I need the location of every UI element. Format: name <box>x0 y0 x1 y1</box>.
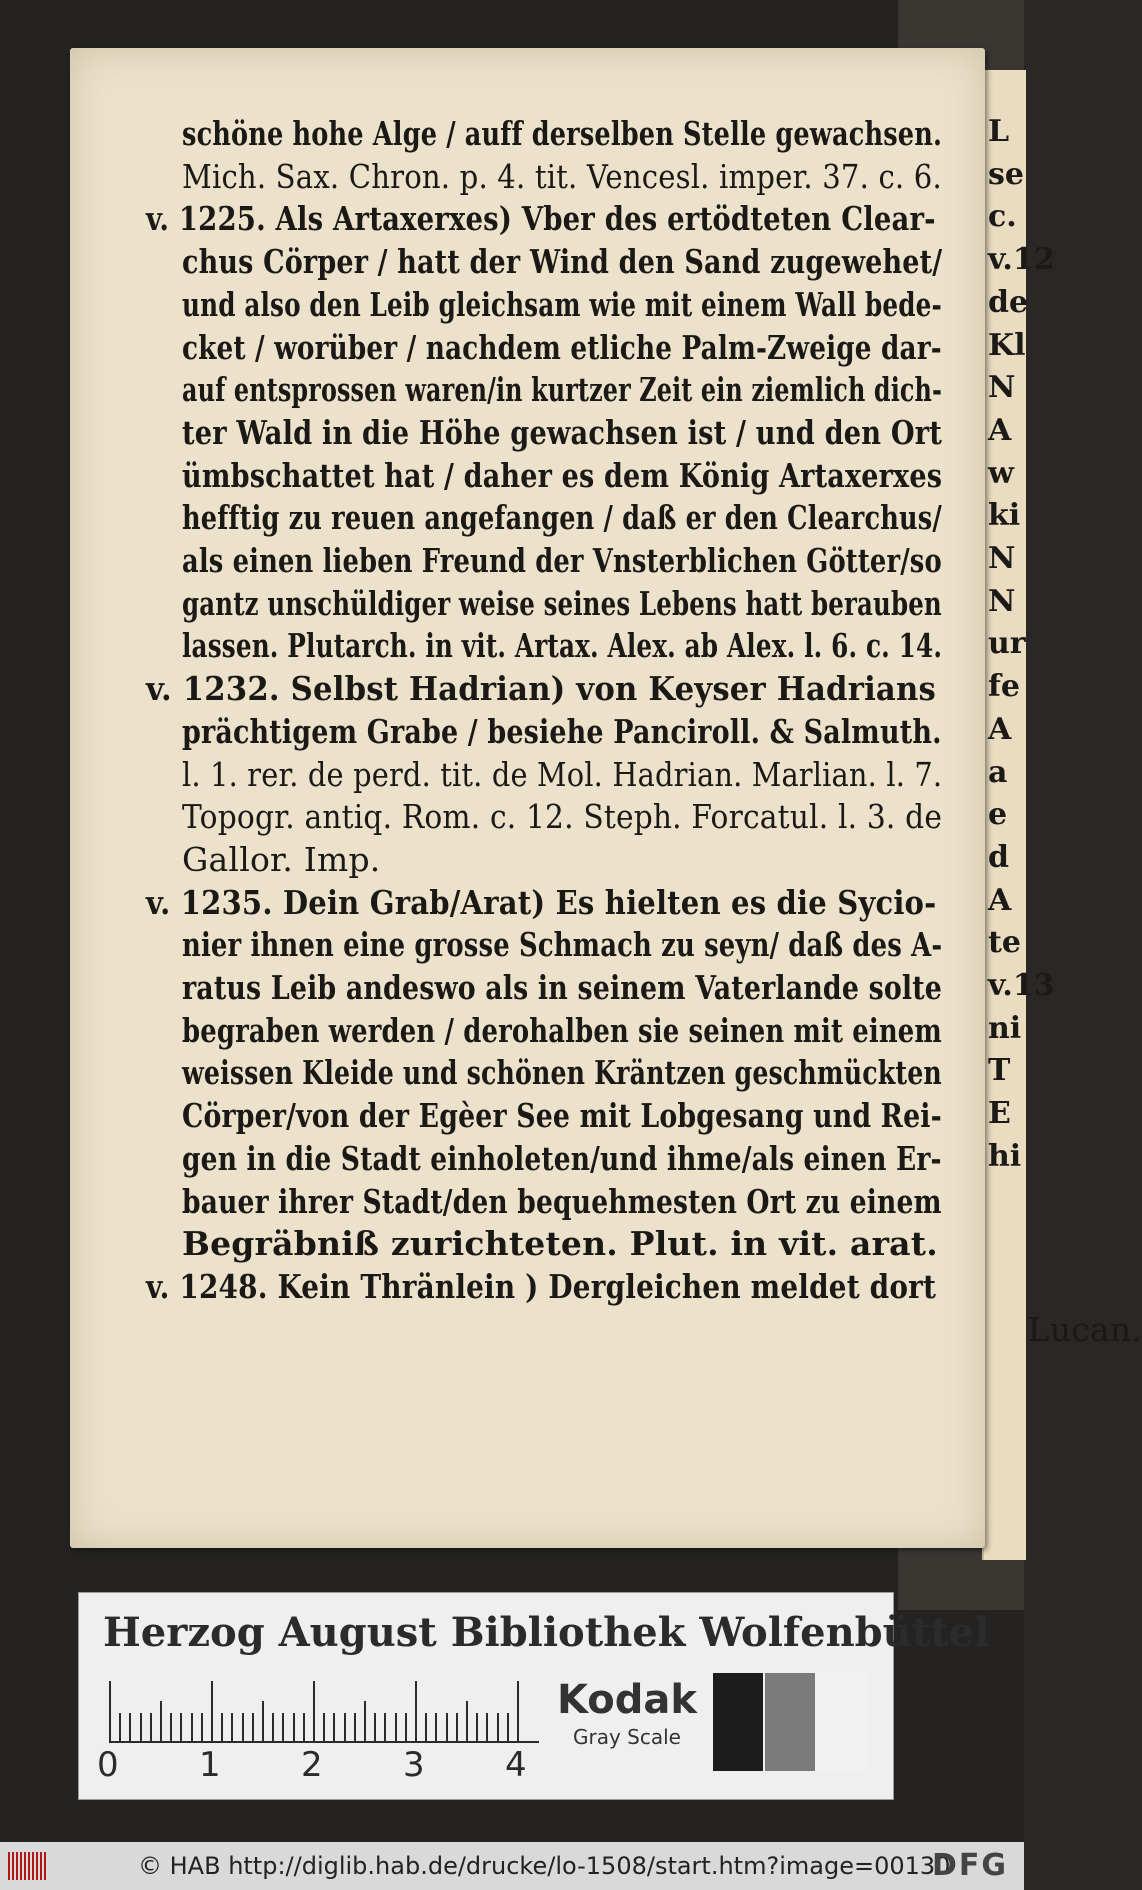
next-page-fragment: te <box>988 925 1021 961</box>
ruler-number: 4 <box>505 1745 527 1785</box>
text-line: l. 1. rer. de perd. tit. de Mol. Hadrian. Marlian. l. 7. <box>182 754 943 794</box>
next-page-fragment: fe <box>988 669 1020 705</box>
next-page-edge <box>982 70 1055 1560</box>
next-page-fragment: E <box>988 1096 1011 1132</box>
text-line: Cörper/von der Egèer See mit Lobgesang und Rei- <box>182 1096 942 1136</box>
next-page-fragment: de <box>988 284 1029 320</box>
ruler <box>109 1679 539 1743</box>
text-line: schöne hohe Alge / auff derselben Stelle gewachsen. <box>182 114 943 153</box>
ruler-number: 1 <box>199 1745 221 1785</box>
next-page-fragment: A <box>988 412 1012 448</box>
gray-patch <box>765 1673 815 1771</box>
next-page-fragment: A <box>988 882 1012 918</box>
text-line: Gallor. Imp. <box>182 839 381 879</box>
text-line: als einen lieben Freund der Vnsterblichen Götter/so <box>182 541 942 580</box>
text-line: v. 1248. Kein Thränlein ) Dergleichen meldet dort <box>146 1266 937 1306</box>
next-page-fragment: w <box>988 455 1014 491</box>
text-line: Begräbniß zurichteten. Plut. in vit. arat. <box>182 1224 938 1264</box>
text-line: v. 1235. Dein Grab/Arat) Es hielten es die Sycio- <box>146 882 937 922</box>
next-page-fragment: ni <box>988 1010 1022 1046</box>
next-page-fragment: hi <box>988 1138 1022 1174</box>
next-page-fragment: Kl <box>988 327 1026 363</box>
library-name: Herzog August Bibliothek Wolfenbüttel <box>103 1609 990 1656</box>
ruler-number: 3 <box>403 1745 425 1785</box>
text-line: v. 1225. Als Artaxerxes) Vber des ertödteten Clear- <box>146 199 936 239</box>
gray-patch <box>713 1673 763 1771</box>
text-line: ter Wald in die Höhe gewachsen ist / und den Ort <box>182 412 943 452</box>
next-page-fragment: T <box>988 1053 1011 1089</box>
next-page-fragment: N <box>988 370 1016 406</box>
text-line: prächtigem Grabe / besiehe Panciroll. & Salmuth. <box>182 711 942 751</box>
text-line: hefftig zu reuen angefangen / daß er den Clearchus/ <box>182 498 942 538</box>
text-line: auf entsprossen waren/in kurtzer Zeit ein ziemlich dich- <box>182 370 943 410</box>
text-line: chus Cörper / hatt der Wind den Sand zugewehet/ <box>182 242 943 282</box>
ruler-number: 0 <box>97 1745 119 1785</box>
text-line: cket / worüber / nachdem etliche Palm-Zweige dar- <box>182 327 942 367</box>
dfg-logo: DFG <box>931 1848 1008 1883</box>
next-page-fragment: v.12 <box>988 242 1055 278</box>
text-line: gen in die Stadt einholeten/und ihme/als einen Er- <box>182 1138 942 1178</box>
text-line: begraben werden / derohalben sie seinen mit einem <box>182 1010 942 1050</box>
text-line: v. 1232. Selbst Hadrian) von Keyser Hadrians <box>146 669 936 709</box>
color-target <box>78 1592 990 1800</box>
text-line: Mich. Sax. Chron. p. 4. tit. Vencesl. imper. 37. c. 6. <box>182 156 942 196</box>
footer-bar <box>0 1842 1024 1890</box>
next-page-fragment: N <box>988 583 1016 619</box>
text-line: lassen. Plutarch. in vit. Artax. Alex. ab Alex. l. 6. c. 14. <box>182 626 943 666</box>
next-page-fragment: a <box>988 754 1008 790</box>
next-page-fragment: se <box>988 156 1024 192</box>
gray-patch <box>817 1673 867 1771</box>
gray-scale-label: Gray Scale <box>573 1725 681 1749</box>
next-page-fragment: N <box>988 541 1016 576</box>
next-page-fragment: e <box>988 797 1008 833</box>
next-page-fragment: L <box>988 114 1010 149</box>
ruler-number: 2 <box>301 1745 323 1785</box>
text-line: weissen Kleide und schönen Kräntzen geschmückten <box>182 1053 942 1093</box>
hab-logo-icon <box>8 1852 50 1880</box>
text-line: und also den Leib gleichsam wie mit einem Wall bede- <box>182 284 942 324</box>
next-page-fragment: c. <box>988 199 1017 235</box>
next-page-fragment: ki <box>988 498 1021 534</box>
next-page-fragment: d <box>988 839 1009 875</box>
text-line: nier ihnen eine grosse Schmach zu seyn/ daß des A- <box>182 925 943 965</box>
text-line: Topogr. antiq. Rom. c. 12. Steph. Forcatul. l. 3. de <box>182 797 943 837</box>
text-line: Lucan. <box>1027 1309 1142 1349</box>
text-line: gantz unschüldiger weise seines Lebens hatt berauben <box>182 583 942 623</box>
next-page-fragment: A <box>988 711 1012 747</box>
copyright-link[interactable]: © HAB http://diglib.hab.de/drucke/lo-1508/start.htm?image=00130 <box>138 1852 951 1880</box>
next-page-fragment: ur <box>988 626 1026 662</box>
kodak-logo: Kodak <box>557 1677 697 1723</box>
text-line: ümbschattet hat / daher es dem König Artaxerxes <box>182 455 943 495</box>
next-page-fragment: v.13 <box>988 968 1055 1003</box>
text-line: ratus Leib andeswo als in seinem Vaterlande solte <box>182 968 943 1007</box>
text-line: bauer ihrer Stadt/den bequehmesten Ort zu einem <box>182 1181 942 1221</box>
